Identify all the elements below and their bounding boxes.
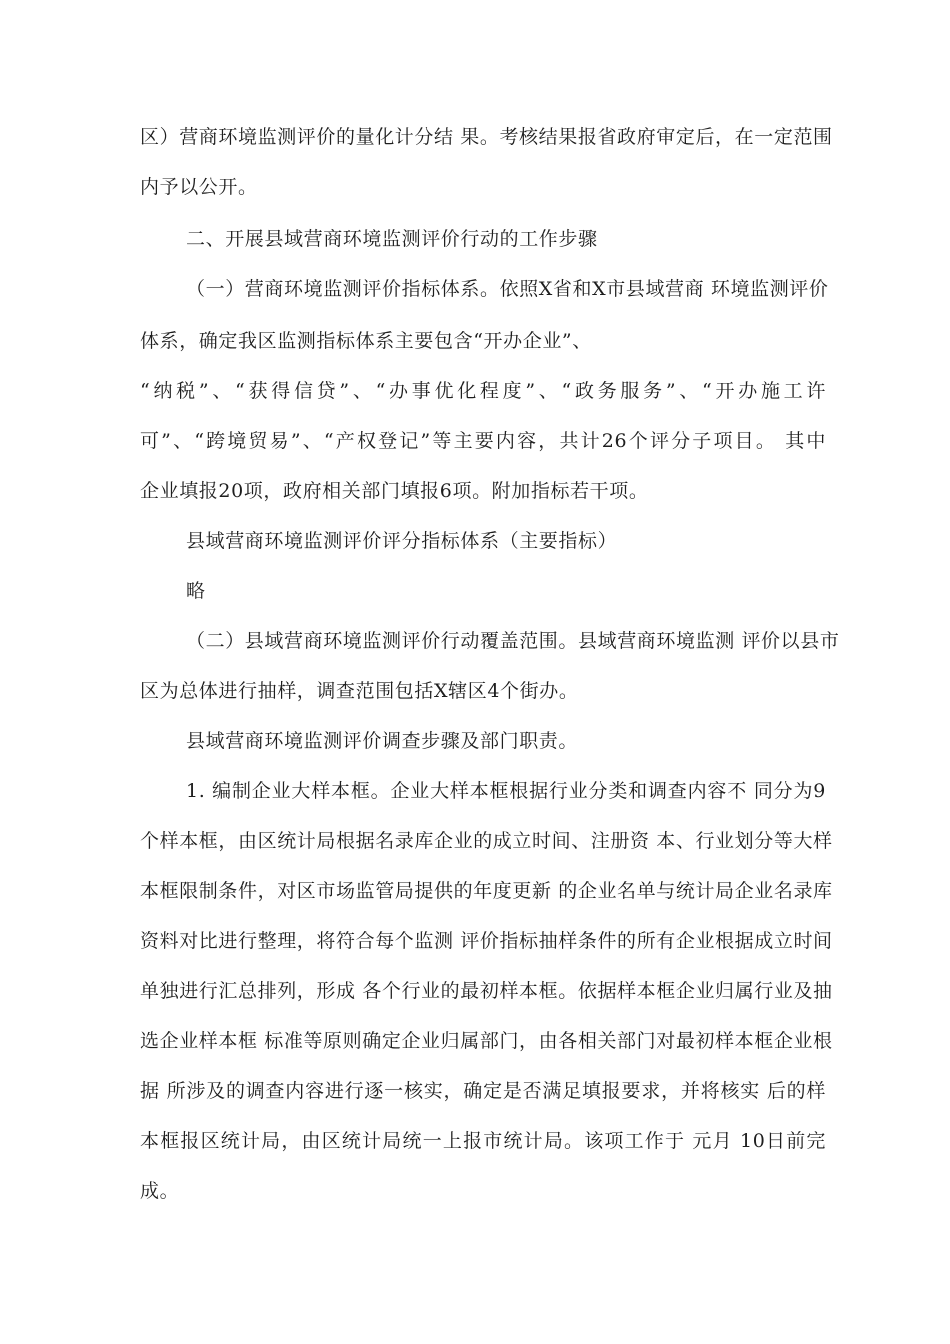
step-1-paragraph-line: 选企业样本框 标准等原则确定企业归属部门，由各相关部门对最初样本框企业根	[140, 1030, 833, 1052]
step-1-paragraph-line: 成。	[140, 1180, 180, 1202]
item-1-paragraph-line: 体系，确定我区监测指标体系主要包含“开办企业”、	[140, 330, 592, 352]
step-1-paragraph-line: 据 所涉及的调查内容进行逐一核实，确定是否满足填报要求，并将核实 后的样	[140, 1080, 826, 1102]
indicator-table-title: 县域营商环境监测评价评分指标体系（主要指标）	[186, 530, 618, 552]
item-1-paragraph-line: 可”、“跨境贸易”、“产权登记”等主要内容，共计26个评分子项目。 其中	[140, 430, 826, 452]
omitted-note: 略	[186, 580, 206, 602]
intro-paragraph-line: 内予以公开。	[140, 176, 258, 198]
item-1-paragraph-line: （一）营商环境监测评价指标体系。依照X省和X市县域营商 环境监测评价	[186, 278, 829, 300]
step-1-paragraph-line: 资料对比进行整理，将符合每个监测 评价指标抽样条件的所有企业根据成立时间	[140, 930, 833, 952]
intro-paragraph-line: 区）营商环境监测评价的量化计分结 果。考核结果报省政府审定后，在一定范围	[140, 126, 833, 148]
step-1-paragraph-line: 1. 编制企业大样本框。企业大样本框根据行业分类和调查内容不 同分为9	[186, 780, 826, 802]
step-1-paragraph-line: 单独进行汇总排列，形成 各个行业的最初样本框。依据样本框企业归属行业及抽	[140, 980, 833, 1002]
step-1-paragraph-line: 本框报区统计局，由区统计局统一上报市统计局。该项工作于 元月 10日前完	[140, 1130, 826, 1152]
section-heading: 二、开展县域营商环境监测评价行动的工作步骤	[186, 228, 598, 250]
survey-steps-heading: 县域营商环境监测评价调查步骤及部门职责。	[186, 730, 579, 752]
step-1-paragraph-line: 个样本框，由区统计局根据名录库企业的成立时间、注册资 本、行业划分等大样	[140, 830, 833, 852]
item-1-paragraph-line: “纳税”、“获得信贷”、“办事优化程度”、“政务服务”、“开办施工许	[140, 380, 826, 402]
item-1-paragraph-line: 企业填报20项，政府相关部门填报6项。附加指标若干项。	[140, 480, 649, 502]
item-2-paragraph-line: 区为总体进行抽样，调查范围包括X辖区4个街办。	[140, 680, 579, 702]
item-2-paragraph-line: （二）县域营商环境监测评价行动覆盖范围。县域营商环境监测 评价以县市	[186, 630, 840, 652]
step-1-paragraph-line: 本框限制条件，对区市场监管局提供的年度更新 的企业名单与统计局企业名录库	[140, 880, 833, 902]
